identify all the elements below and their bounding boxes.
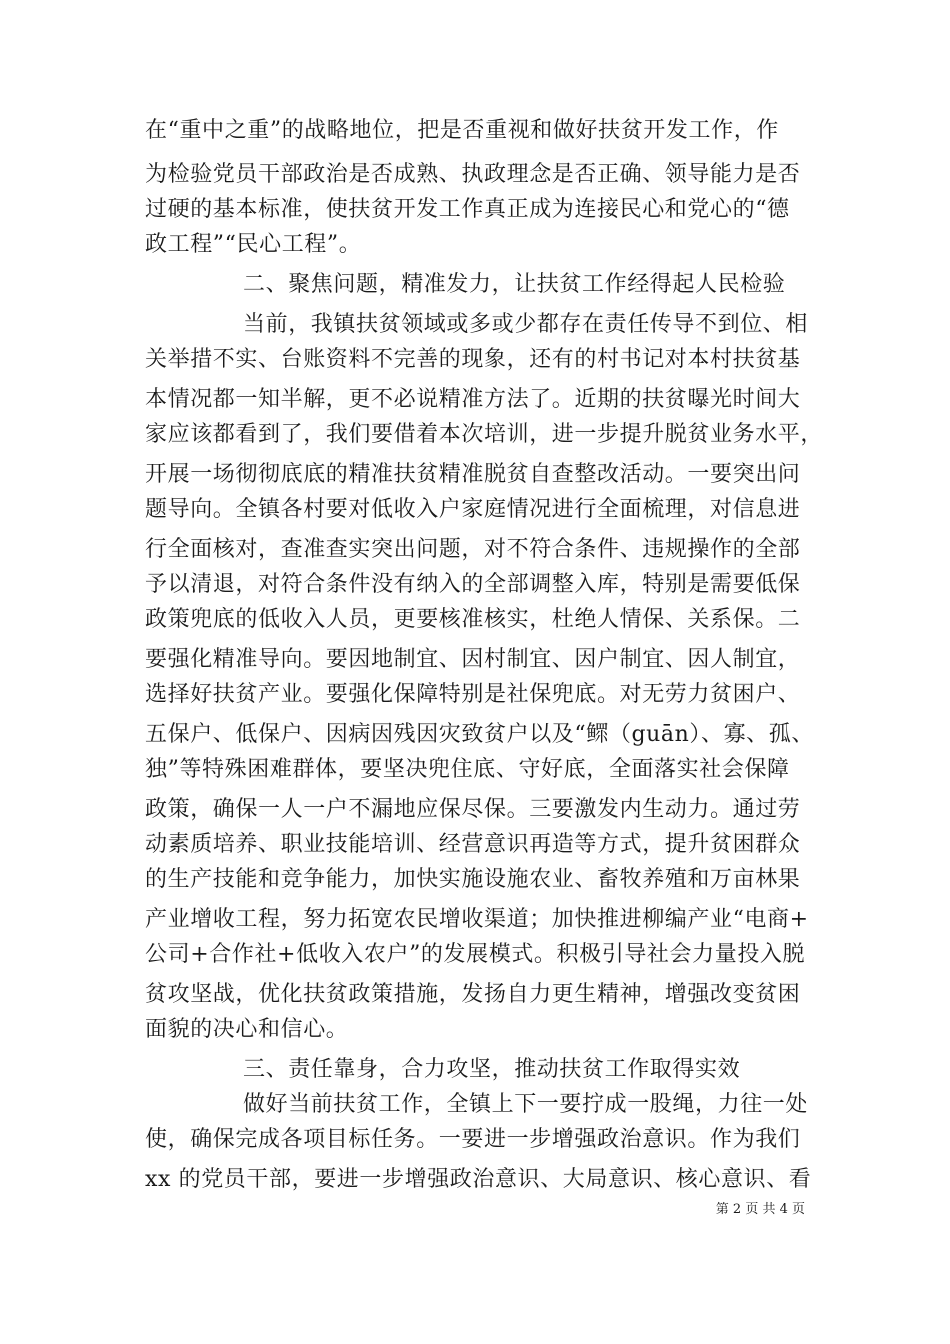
text-line: 独”等特殊困难群体，要坚决兜住底、守好底，全面落实社会保障 xyxy=(145,757,790,782)
text-line: 开展一场彻彻底底的精准扶贫精准脱贫自查整改活动。一要突出问 xyxy=(145,462,801,487)
text-line: 政策，确保一人一户不漏地应保尽保。三要激发内生动力。通过劳 xyxy=(145,797,801,822)
section-heading: 二、聚焦问题，精准发力，让扶贫工作经得起人民检验 xyxy=(243,272,786,297)
text-line: 本情况都一知半解，更不必说精准方法了。近期的扶贫曝光时间大 xyxy=(145,387,801,412)
text-line: 做好当前扶贫工作，全镇上下一要拧成一股绳，力往一处 xyxy=(243,1092,809,1117)
text-line: 政策兜底的低收入人员，更要核准核实，杜绝人情保、关系保。二 xyxy=(145,607,801,632)
text-line: 贫攻坚战，优化扶贫政策措施，发扬自力更生精神，增强改变贫困 xyxy=(145,982,801,1007)
text-line: 产业增收工程，努力拓宽农民增收渠道；加快推进柳编产业“电商+ xyxy=(145,907,809,932)
text-line: 过硬的基本标准，使扶贫开发工作真正成为连接民心和党心的“德 xyxy=(145,197,790,222)
text-line: 题导向。全镇各村要对低收入户家庭情况进行全面梳理，对信息进 xyxy=(145,497,801,522)
text-line: 政工程”“民心工程”。 xyxy=(145,232,362,257)
text-line: 在“重中之重”的战略地位，把是否重视和做好扶贫开发工作，作 xyxy=(145,118,779,143)
text-line: 家应该都看到了，我们要借着本次培训，进一步提升脱贫业务水平， xyxy=(145,422,824,447)
text-line: 公司+合作社+低收入农户”的发展模式。积极引导社会力量投入脱 xyxy=(145,942,806,967)
text-line: xx 的党员干部，要进一步增强政治意识、大局意识、核心意识、看 xyxy=(145,1167,812,1192)
text-line: 关举措不实、台账资料不完善的现象，还有的村书记对本村扶贫基 xyxy=(145,347,801,372)
section-heading: 三、责任靠身，合力攻坚，推动扶贫工作取得实效 xyxy=(243,1057,741,1082)
text-line: 面貌的决心和信心。 xyxy=(145,1017,349,1042)
text-line: 的生产技能和竞争能力，加快实施设施农业、畜牧养殖和万亩林果 xyxy=(145,867,801,892)
text-line: 选择好扶贫产业。要强化保障特别是社保兜底。对无劳力贫困户、 xyxy=(145,682,801,707)
text-line: 五保户、低保户、因病因残因灾致贫户以及“鳏（guān）、寡、孤、 xyxy=(145,722,814,747)
page-number: 第 2 页 共 4 页 xyxy=(715,1202,805,1217)
text-line: 当前，我镇扶贫领域或多或少都存在责任传导不到位、相 xyxy=(243,312,809,337)
text-line: 动素质培养、职业技能培训、经营意识再造等方式，提升贫困群众 xyxy=(145,832,801,857)
text-line: 要强化精准导向。要因地制宜、因村制宜、因户制宜、因人制宜， xyxy=(145,647,801,672)
text-line: 行全面核对，查准查实突出问题，对不符合条件、违规操作的全部 xyxy=(145,537,801,562)
text-line: 为检验党员干部政治是否成熟、执政理念是否正确、领导能力是否 xyxy=(145,162,801,187)
text-line: 予以清退，对符合条件没有纳入的全部调整入库，特别是需要低保 xyxy=(145,572,801,597)
text-line: 使，确保完成各项目标任务。一要进一步增强政治意识。作为我们 xyxy=(145,1127,801,1152)
